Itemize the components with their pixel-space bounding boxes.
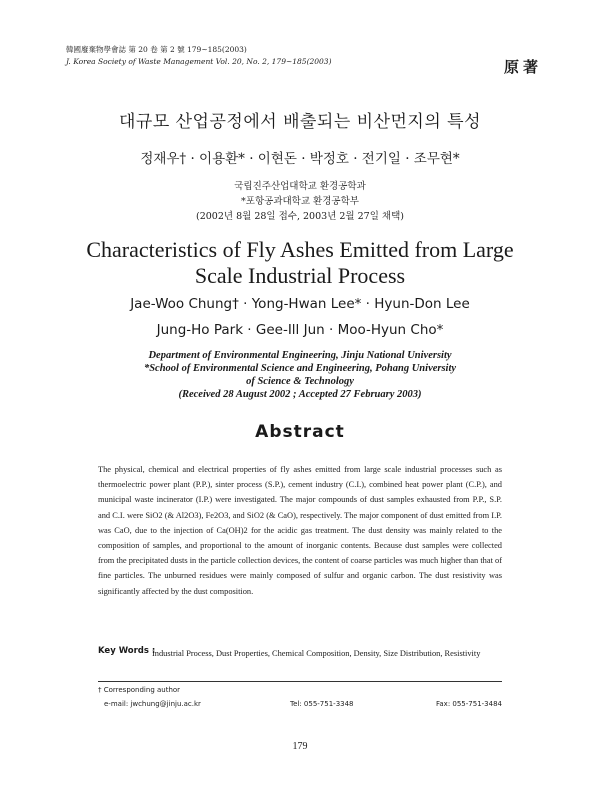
korean-title: 대규모 산업공정에서 배출되는 비산먼지의 특성	[118, 112, 482, 132]
journal-english-line: J. Korea Society of Waste Management Vol. 20, No. 2, 179~185(2003)	[66, 57, 332, 66]
journal-header	[66, 44, 332, 68]
footnote-fax: Fax: 055-751-3484	[436, 700, 502, 708]
abstract-body: The physical, chemical and electrical properties of fly ashes emitted from large scale industrial processes such as thermoelectric power plant (P.P.), sinter process (S.P.), cement industry (C.I.), combined heat power plant (C.P.), and municipal waste incinerator (I.P.) were investigated. The major compounds of dust samples exhausted from P.P., S.P. and C.I. were SiO2 (& Al2O3), Fe2O3, and SiO2 (& CaO), respectively. The major component of dust emitted from I.P. was CaO, due to the injection of Ca(OH)2 for the acidic gas treatment. The dust density was mainly related to the composition of samples, and proportional to the amount of inorganic contents. Because dust samples were collected from the precipitated dusts in the particle collection devices, the content of coarse particles was much higher than that of fine particles. The unburned residues were mainly composed of sulfur and organic carbon. The dust resistivity was significantly affected by the dust composition.	[98, 465, 502, 596]
korean-dates: (2002년 8월 28일 접수, 2003년 2월 27일 채택)	[196, 211, 404, 222]
keywords-text: Industrial Process, Dust Properties, Chemical Composition, Density, Size Distribution, Resistivity	[152, 649, 481, 658]
korean-affiliation-1: 국립진주산업대학교 환경공학과	[234, 181, 366, 192]
english-affiliation-1: Department of Environmental Engineering, Jinju National University	[148, 350, 452, 361]
english-affiliation	[0, 349, 600, 401]
english-dates: (Received 28 August 2002 ; Accepted 27 February 2003)	[178, 389, 422, 400]
english-affiliation-2: *School of Environmental Science and Engineering, Pohang University	[143, 363, 457, 374]
keywords-label: Key Words :	[98, 646, 156, 656]
footnote-corresponding: † Corresponding author	[98, 686, 181, 694]
english-affiliation-3: of Science & Technology	[246, 376, 354, 387]
english-authors-line-2: Jung-Ho Park · Gee-Ill Jun · Moo-Hyun Cho*	[156, 322, 444, 338]
footnote-divider	[98, 681, 502, 682]
footnote-tel: Tel: 055-751-3348	[290, 700, 354, 708]
abstract-heading: Abstract	[255, 422, 345, 442]
page-number: 179	[292, 741, 308, 752]
korean-authors: 정재우† · 이용환* · 이현돈 · 박정호 · 전기일 · 조무현*	[140, 151, 460, 167]
footnote-email[interactable]: e-mail: jwchung@jinju.ac.kr	[104, 700, 201, 708]
english-title-line-2: Scale Industrial Process	[194, 263, 406, 288]
english-title	[0, 237, 600, 289]
english-title-line-1: Characteristics of Fly Ashes Emitted from Large	[86, 237, 514, 262]
korean-affiliation-2: *포항공과대학교 환경공학부	[241, 196, 359, 207]
english-authors-line-1: Jae-Woo Chung† · Yong-Hwan Lee* · Hyun-Don Lee	[130, 296, 470, 312]
article-type-badge: 原著	[503, 58, 542, 76]
journal-korean-line: 韓國廢棄物學會誌 第 20 卷 第 2 號 179~185(2003)	[66, 45, 247, 54]
